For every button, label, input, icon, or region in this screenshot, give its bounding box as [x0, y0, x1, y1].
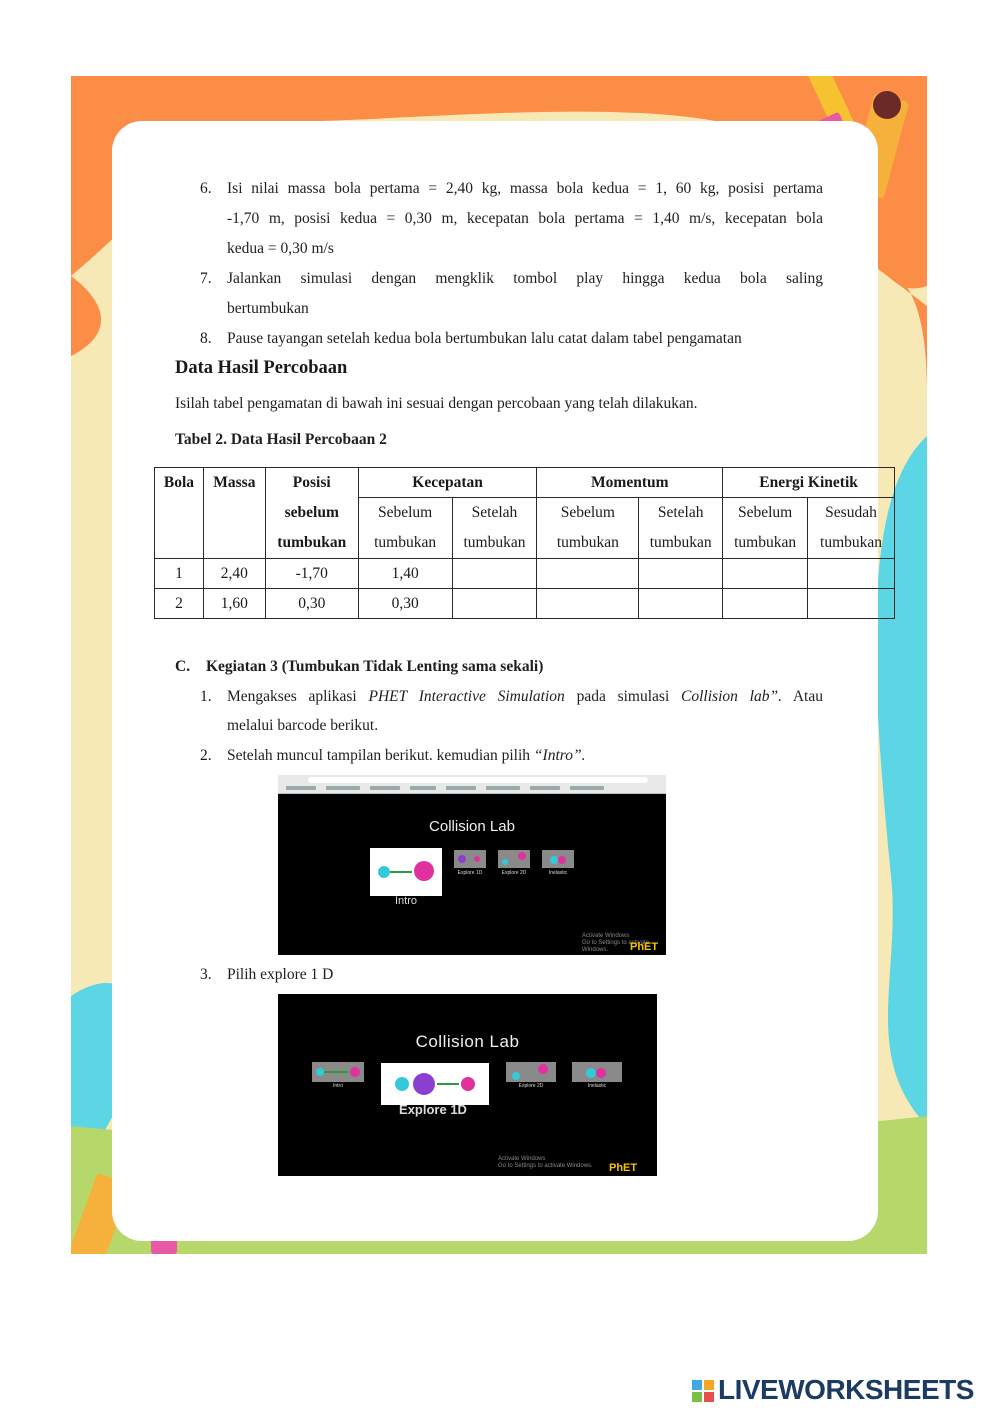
- step-number: 3.: [200, 966, 212, 983]
- phet-logo: PhET: [630, 941, 659, 953]
- table-row: [155, 589, 895, 619]
- subheader-line: tumbukan: [556, 534, 619, 551]
- activate-windows-text: [498, 1156, 593, 1170]
- header-posisi: [265, 468, 358, 559]
- header-energi-kinetik: Energi Kinetik: [723, 468, 895, 498]
- step-text-part: Mengakses aplikasi: [227, 688, 369, 705]
- phet-logo: PhET: [609, 1162, 638, 1174]
- subheader-line: tumbukan: [649, 534, 712, 551]
- step-text-emphasis: “Intro”.: [533, 747, 586, 764]
- step-text: Pause tayangan setelah kedua bola bertumbukan lalu catat dalam tabel pengamatan: [227, 330, 742, 347]
- step-number: 2.: [200, 747, 212, 764]
- step-text: bertumbukan: [227, 300, 309, 317]
- cell-bola: 2: [155, 589, 204, 619]
- step-number: 1.: [200, 688, 212, 705]
- screenshot-intro: [278, 775, 666, 955]
- activity-title: Kegiatan 3 (Tumbukan Tidak Lenting sama sekali): [206, 658, 544, 675]
- answer-cell[interactable]: [452, 589, 537, 619]
- step-number: 6.: [200, 180, 212, 197]
- sim-title: Collision Lab: [415, 1032, 520, 1051]
- subheader-sebelum: [537, 498, 639, 559]
- section-title: Data Hasil Percobaan: [175, 358, 348, 378]
- step-text: -1,70 m, posisi kedua = 0,30 m, kecepatan bola pertama = 1,40 m/s, kecepatan bola: [227, 210, 823, 227]
- subheader-line: tumbukan: [820, 534, 883, 551]
- cell-posisi: 0,30: [265, 589, 358, 619]
- footer-brand[interactable]: LIVEWORKSHEETS: [718, 1374, 974, 1405]
- step-text: melalui barcode berikut.: [227, 717, 379, 734]
- thumbnail-label: Explore 2D: [501, 870, 527, 876]
- explore-1d-thumbnail[interactable]: [454, 850, 486, 868]
- step-text: [227, 682, 823, 712]
- answer-cell[interactable]: [537, 559, 639, 589]
- subheader-setelah: [452, 498, 537, 559]
- answer-cell[interactable]: [639, 559, 723, 589]
- explore-2d-thumbnail[interactable]: [498, 850, 530, 868]
- watermark-line: Activate Windows: [582, 933, 630, 939]
- thumbnail-label: Intro: [332, 1083, 343, 1089]
- subheader-line: Sebelum: [378, 504, 433, 521]
- step-text: [227, 741, 585, 771]
- answer-cell[interactable]: [639, 589, 723, 619]
- step-text-part: Setelah muncul tampilan berikut. kemudian pilih: [227, 747, 534, 764]
- subheader-line: Sebelum: [560, 504, 615, 521]
- step-text-emphasis: PHET Interactive Simulation: [368, 688, 565, 705]
- sim-title: Collision Lab: [429, 818, 515, 835]
- cell-kecepatan-sebelum: 0,30: [358, 589, 452, 619]
- inelastic-thumbnail[interactable]: [572, 1062, 622, 1082]
- subheader-sebelum: [723, 498, 808, 559]
- cell-massa: 2,40: [203, 559, 265, 589]
- step-text-part: pada simulasi: [564, 688, 682, 705]
- thumbnail-label: Explore 1D: [457, 870, 483, 876]
- answer-cell[interactable]: [537, 589, 639, 619]
- subheader-line: Sesudah: [825, 504, 877, 521]
- header-posisi-line: tumbukan: [277, 534, 347, 551]
- header-posisi-line: Posisi: [292, 474, 331, 491]
- cell-massa: 1,60: [203, 589, 265, 619]
- browser-toolbar: [278, 775, 666, 794]
- header-bola: Bola: [155, 468, 204, 559]
- cell-posisi: -1,70: [265, 559, 358, 589]
- activity-letter: C.: [175, 658, 191, 675]
- thumbnail-label: Inelastic: [587, 1083, 607, 1089]
- step-number: 8.: [200, 330, 212, 347]
- answer-cell[interactable]: [723, 559, 808, 589]
- answer-cell[interactable]: [808, 589, 895, 619]
- intro-thumbnail[interactable]: [370, 848, 442, 896]
- explore-1d-thumbnail[interactable]: [381, 1063, 489, 1105]
- step-text: Isi nilai massa bola pertama = 2,40 kg, massa bola kedua = 1, 60 kg, posisi pertama: [227, 180, 823, 197]
- answer-cell[interactable]: [723, 589, 808, 619]
- inelastic-thumbnail[interactable]: [542, 850, 574, 868]
- explore-2d-thumbnail[interactable]: [506, 1062, 556, 1082]
- step-text: kedua = 0,30 m/s: [227, 240, 334, 257]
- subheader-setelah: [639, 498, 723, 559]
- observation-table: [154, 467, 895, 619]
- instruction-text: Isilah tabel pengamatan di bawah ini sesuai dengan percobaan yang telah dilakukan.: [175, 395, 698, 412]
- step-text-emphasis: Collision lab”.: [681, 688, 782, 705]
- subheader-sesudah: [808, 498, 895, 559]
- step-number: 7.: [200, 270, 212, 287]
- step-text: Jalankan simulasi dengan mengklik tombol play hingga kedua bola saling: [227, 270, 823, 287]
- step-text-part: Atau: [781, 688, 823, 705]
- answer-cell[interactable]: [452, 559, 537, 589]
- subheader-sebelum: [358, 498, 452, 559]
- table-caption: Tabel 2. Data Hasil Percobaan 2: [175, 431, 387, 448]
- thumbnail-label: Explore 2D: [518, 1083, 544, 1089]
- thumbnail-label: Inelastic: [548, 870, 568, 876]
- answer-cell[interactable]: [808, 559, 895, 589]
- subheader-line: Setelah: [657, 504, 704, 521]
- subheader-line: Sebelum: [737, 504, 793, 521]
- watermark-line: Activate Windows: [498, 1156, 546, 1162]
- subheader-line: tumbukan: [463, 534, 526, 551]
- header-momentum: Momentum: [537, 468, 723, 498]
- cell-bola: 1: [155, 559, 204, 589]
- intro-label: Intro: [394, 895, 417, 907]
- header-posisi-line: sebelum: [284, 504, 339, 521]
- watermark-line: Go to Settings to activate Windows.: [498, 1163, 593, 1169]
- watermark-line: Go to Settings to activate Windows.: [582, 940, 650, 953]
- intro-thumbnail[interactable]: [312, 1062, 364, 1082]
- explore-1d-label: Explore 1D: [399, 1102, 467, 1117]
- header-kecepatan: Kecepatan: [358, 468, 537, 498]
- header-massa: Massa: [203, 468, 265, 559]
- subheader-line: Setelah: [471, 504, 518, 521]
- subheader-line: tumbukan: [374, 534, 437, 551]
- table-row: [155, 559, 895, 589]
- cell-kecepatan-sebelum: 1,40: [358, 559, 452, 589]
- subheader-line: tumbukan: [734, 534, 797, 551]
- ice-cream-icon: [873, 91, 901, 119]
- liveworksheets-logo-icon: [692, 1380, 714, 1402]
- screenshot-explore-1d: [278, 994, 657, 1176]
- step-text: Pilih explore 1 D: [227, 966, 334, 983]
